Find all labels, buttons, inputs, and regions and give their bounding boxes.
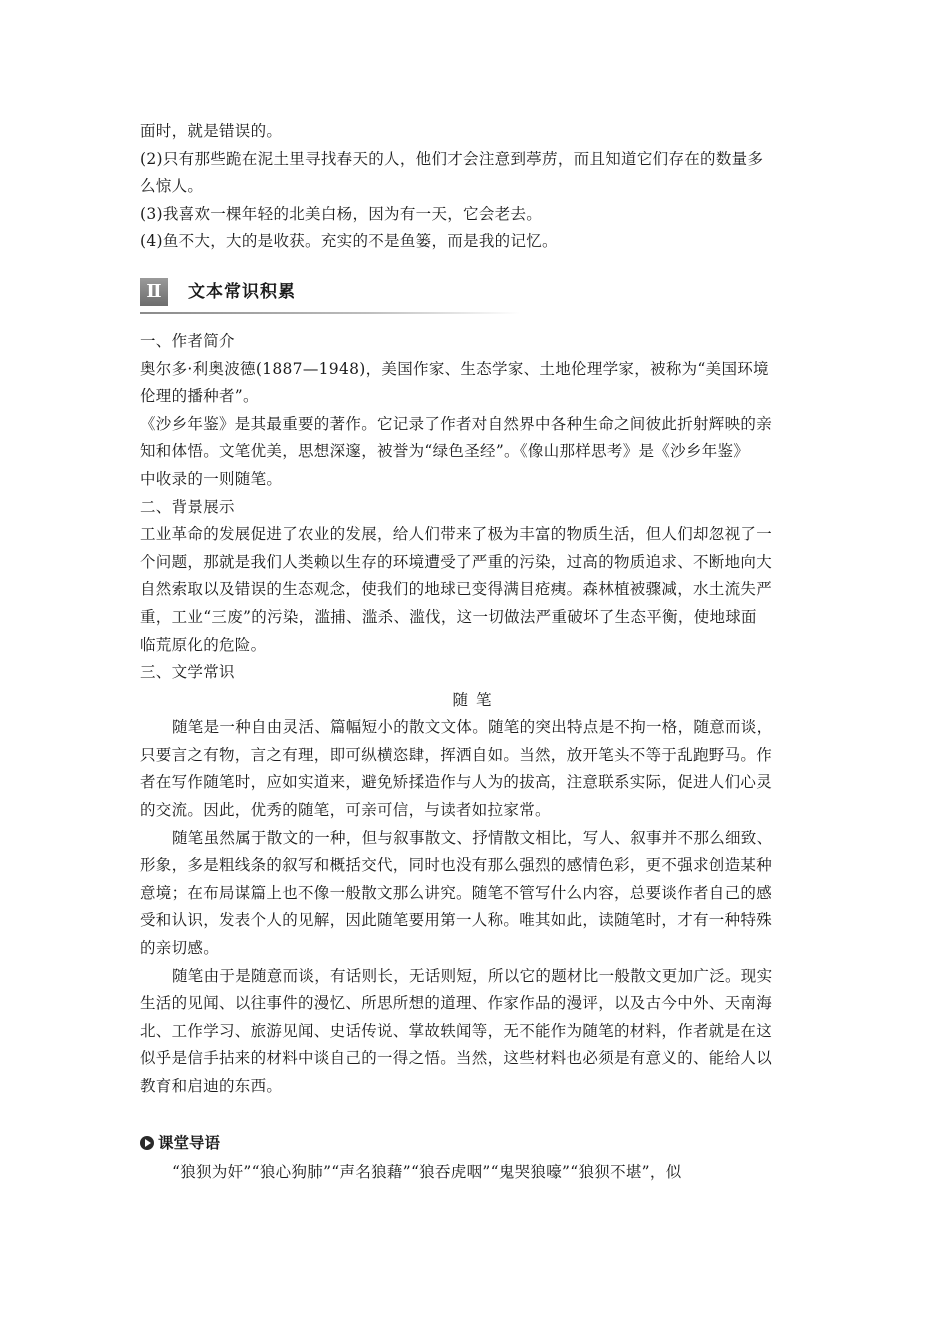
background-section: [140, 494, 812, 660]
text-line: 者在写作随笔时，应如实道来，避免矫揉造作与人为的拔高，注意联系实际，促进人们心灵: [140, 773, 773, 792]
text-line: 随笔由于是随意而谈，有话则长，无话则短，所以它的题材比一般散文更加广泛。现实: [172, 966, 773, 985]
text-line: 随笔是一种自由灵活、篇幅短小的散文文体。随笔的突出特点是不拘一格，随意而谈，: [172, 718, 773, 737]
text-line: 知和体悟。文笔优美，思想深邃，被誉为“绿色圣经”。《像山那样思考》是《沙乡年鉴》: [140, 442, 750, 461]
subsection-heading: 二、背景展示: [140, 497, 235, 516]
text-line: 个问题，那就是我们人类赖以生存的环境遭受了严重的污染，过高的物质追求、不断地向大: [140, 552, 773, 571]
text-line: 似乎是信手拈来的材料中谈自己的一得之悟。当然，这些材料也必须是有意义的、能给人以: [140, 1049, 773, 1068]
text-line: 北、工作学习、旅游见闻、史话传说、掌故轶闻等，无不能作为随笔的材料，作者就是在这: [140, 1021, 773, 1040]
text-line: 受和认识，发表个人的见解，因此随笔要用第一人称。唯其如此，读随笔时，才有一种特殊: [140, 911, 773, 930]
text-line: 意境；在布局谋篇上也不像一般散文那么讲究。随笔不管写什么内容，总要谈作者自己的感: [140, 883, 773, 902]
text-line: (3)我喜欢一棵年轻的北美白杨，因为有一天，它会老去。: [140, 204, 543, 223]
subsection-heading: 一、作者简介: [140, 331, 235, 350]
classroom-guide-title: 课堂导语: [158, 1133, 221, 1152]
text-line: (4)鱼不大，大的是收获。充实的不是鱼篓，而是我的记忆。: [140, 232, 558, 251]
text-line: 的亲切感。: [140, 939, 220, 958]
text-line: 临荒原化的危险。: [140, 635, 267, 654]
text-line: 生活的见闻、以往事件的漫忆、所思所想的道理、作家作品的漫评，以及古今中外、天南海: [140, 994, 773, 1013]
text-line: 随笔虽然属于散文的一种，但与叙事散文、抒情散文相比，写人、叙事并不那么细致、: [172, 828, 773, 847]
text-line: 重，工业“三废”的污染，滥捕、滥杀、滥伐，这一切做法严重破坏了生态平衡，使地球面: [140, 607, 757, 626]
text-line: 中收录的一则随笔。: [140, 469, 283, 488]
article-subtitle: 随笔: [452, 690, 500, 709]
text-line: 的交流。因此，优秀的随笔，可亲可信，与读者如拉家常。: [140, 801, 551, 820]
section-header: [140, 276, 812, 316]
paragraph: [140, 825, 812, 963]
author-intro-section: [140, 328, 812, 494]
text-line: 形象，多是粗线条的叙写和概括交代，同时也没有那么强烈的感情色彩，更不强求创造某种: [140, 856, 773, 875]
subsection-heading: 三、文学常识: [140, 663, 235, 682]
section-divider: [140, 312, 520, 314]
text-line: 奥尔多·利奥波德(1887—1948)，美国作家、生态学家、土地伦理学家，被称为“美国环境: [140, 359, 769, 378]
text-line: 教育和启迪的东西。: [140, 1077, 283, 1095]
literature-section: [140, 659, 812, 1101]
text-line: 自然索取以及错误的生态观念，使我们的地球已变得满目疮痍。森林植被骤减，水土流失严: [140, 580, 773, 599]
play-circle-icon: [140, 1136, 154, 1150]
text-line: “狼狈为奸”“狼心狗肺”“声名狼藉”“狼吞虎咽”“鬼哭狼嚎”“狼狈不堪”，似: [172, 1162, 682, 1181]
top-text-block: [140, 118, 812, 256]
paragraph: [140, 963, 812, 1101]
text-line: 伦理的播种者”。: [140, 387, 259, 406]
document-page: [140, 118, 812, 1186]
text-line: 么惊人。: [140, 177, 204, 196]
paragraph: [140, 714, 812, 824]
text-line: 《沙乡年鉴》是其最重要的著作。它记录了作者对自然界中各种生命之间彼此折射辉映的亲: [140, 414, 773, 433]
text-line: 只要言之有物，言之有理，即可纵横恣肆，挥洒自如。当然，放开笔头不等于乱跑野马。作: [140, 745, 773, 764]
section-title: 文本常识积累: [188, 281, 296, 302]
text-line: 面时，就是错误的。: [140, 122, 283, 140]
section-numeral-badge: Ⅱ: [140, 278, 168, 306]
text-line: 工业革命的发展促进了农业的发展，给人们带来了极为丰富的物质生活，但人们却忽视了一: [140, 525, 773, 544]
text-line: (2)只有那些跪在泥土里寻找春天的人，他们才会注意到葶苈，而且知道它们存在的数量多: [140, 149, 764, 168]
classroom-guide-header: [140, 1129, 812, 1159]
